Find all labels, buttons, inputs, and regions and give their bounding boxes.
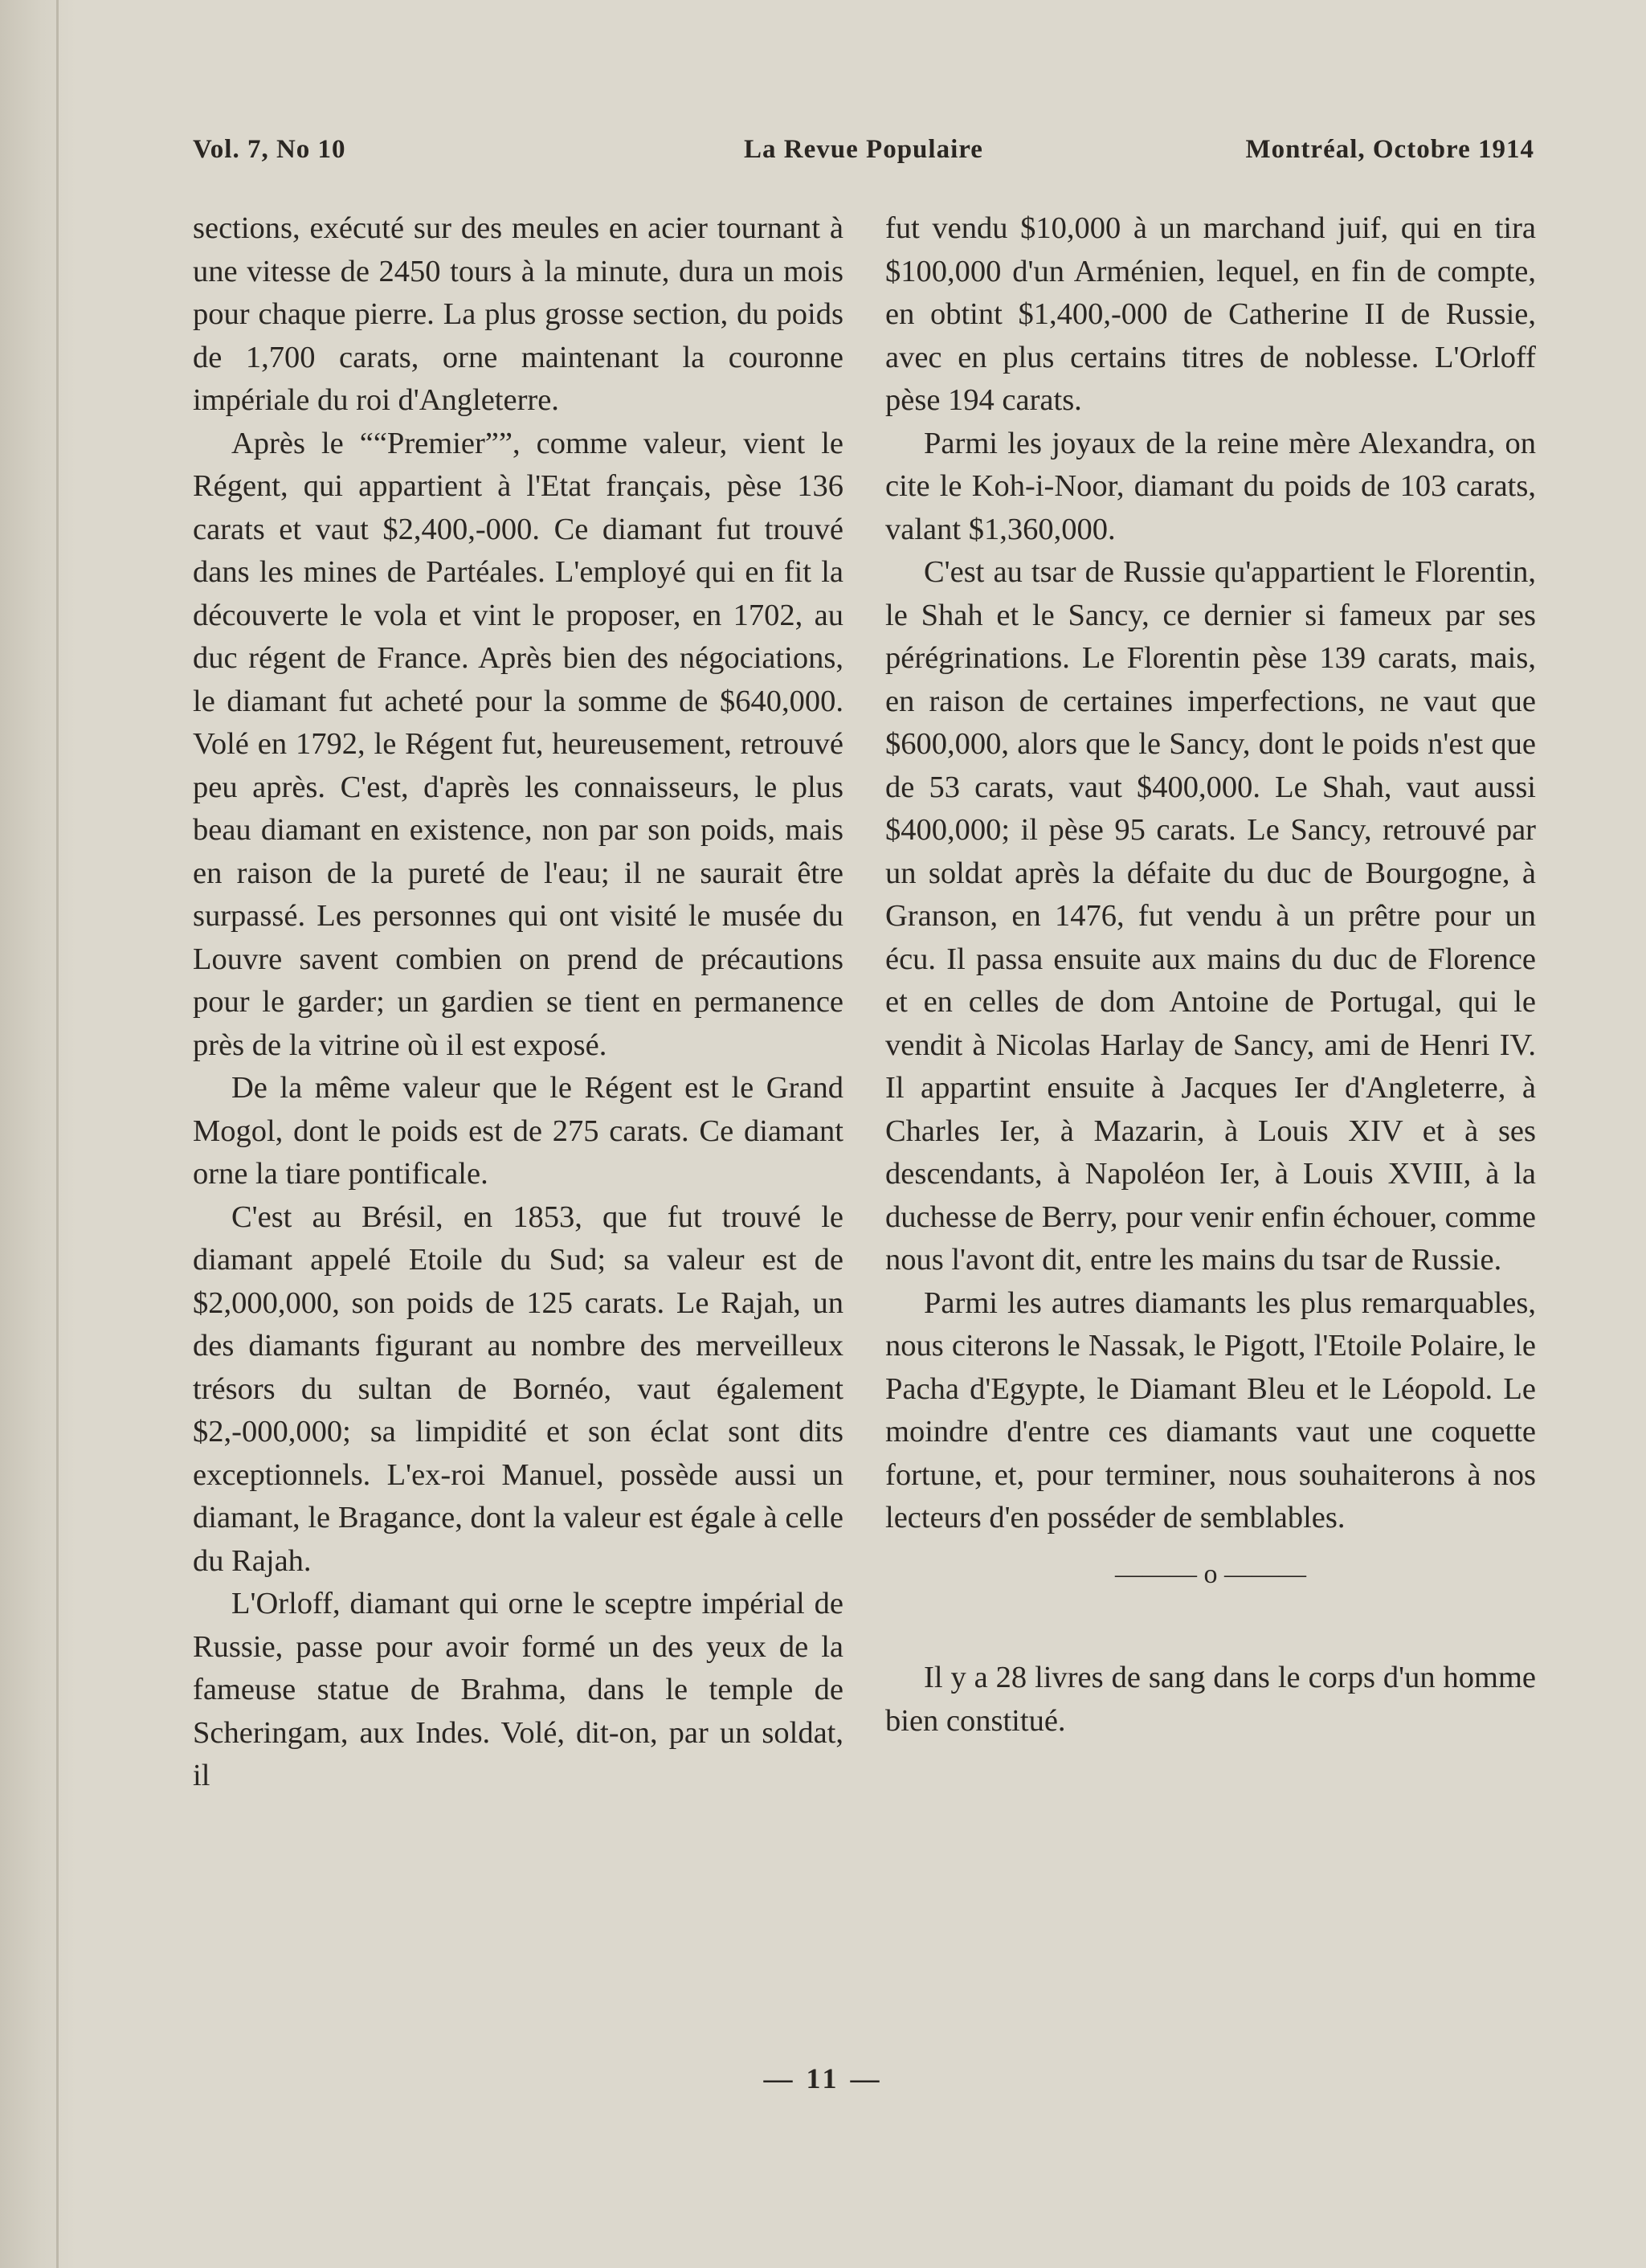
binding-fold-line (56, 0, 59, 2268)
right-column (885, 207, 1536, 1743)
volume-number: Vol. 7, No 10 (193, 135, 346, 164)
left-column (193, 207, 843, 1798)
running-header (193, 135, 1534, 175)
paragraph-orloff-continued: fut vendu $10,000 à un marchand juif, qui en tira $100,000 d'un Arménien, lequel, en fin de compte, en obtint $1,400,-000 de Catherine II de Russie, avec en plus certains titres de noblesse. L'Orloff pèse 194 carats. (885, 211, 1536, 417)
paragraph-regent: Après le ““Premier””, comme valeur, vient le Régent, qui appartient à l'Etat français, pèse 136 carats et vaut $2,400,-000. Ce diamant fut trouvé dans les mines de Partéales. L'employé qui en fit la découverte le vola et vint le proposer, en 1702, au duc régent de France. Après bien des négociations, le diamant fut acheté pour la somme de $640,000. Volé en 1792, le Régent fut, heureusement, retrouvé peu après. C'est, d'après les connaisseurs, le plus beau diamant en existence, non par son poids, mais en raison de la pureté de l'eau; il ne saurait être surpassé. Les personnes qui ont visité le musée du Louvre savent combien on prend de précautions pour le garder; un gardien se tient en permanence près de la vitrine où il est exposé. (193, 426, 843, 1062)
issue-date: Montréal, Octobre 1914 (1245, 135, 1534, 164)
paragraph-orloff: L'Orloff, diamant qui orne le sceptre impérial de Russie, passe pour avoir formé un des yeux de la fameuse statue de Brahma, dans le temple de Scheringam, aux Indes. Volé, dit-on, par un soldat, il (193, 1587, 843, 1792)
page-number: — 11 — (763, 2062, 883, 2094)
paragraph-russian-diamonds: C'est au tsar de Russie qu'appartient le Florentin, le Shah et le Sancy, ce dernier si fameux par ses pérégrinations. Le Florentin pèse 139 carats, mais, en raison de certaines imperfections, ne vaut que $600,000, alors que le Sancy, dont le poids n'est que de 53 carats, vaut $400,000. Le Shah, vaut aussi $400,000; il pèse 95 carats. Le Sancy, retrouvé par un soldat après la défaite du duc de Bourgogne, à Granson, en 1476, fut vendu à un prêtre pour un écu. Il passa ensuite aux mains du duc de Florence et en celles de dom Antoine de Portugal, qui le vendit à Nicolas Harlay de Sancy, ami de Henri IV. Il appartint ensuite à Jacques Ier d'Angleterre, à Charles Ier, à Mazarin, à Louis XIV et à ses descendants, à Napoléon Ier, à Louis XVIII, à la duchesse de Berry, pour venir enfin échouer, comme nous l'avont dit, entre les mains du tsar de Russie. (885, 555, 1536, 1277)
paragraph-blood-fact: Il y a 28 livres de sang dans le corps d'un homme bien constitué. (885, 1661, 1536, 1738)
section-separator: ——— o ——— (1115, 1559, 1306, 1589)
paragraph-etoile-du-sud: C'est au Brésil, en 1853, que fut trouvé le diamant appelé Etoile du Sud; sa valeur est de $2,000,000, son poids de 125 carats. Le Rajah, un des diamants figurant au nombre des merveilleux trésors du sultan de Bornéo, vaut également $2,-000,000; sa limpidité et son éclat sont dits exceptionnels. L'ex-roi Manuel, possède aussi un diamant, le Bragance, dont la valeur est égale à celle du Rajah. (193, 1199, 843, 1578)
publication-title: La Revue Populaire (744, 135, 983, 164)
paragraph-other-diamonds: Parmi les autres diamants les plus remarquables, nous citerons le Nassak, le Pigott, l'Etoile Polaire, le Pacha d'Egypte, le Diamant Bleu et le Léopold. Le moindre d'entre ces diamants vaut une coquette fortune, et, pour terminer, nous souhaiterons à nos lecteurs d'en posséder de semblables. (885, 1285, 1536, 1534)
paragraph-continued: sections, exécuté sur des meules en acier tournant à une vitesse de 2450 tours à la minute, dura un mois pour chaque pierre. La plus grosse section, du poids de 1,700 carats, orne maintenant la couronne impériale du roi d'Angleterre. (193, 211, 843, 417)
paragraph-grand-mogol: De la même valeur que le Régent est le Grand Mogol, dont le poids est de 275 carats. Ce diamant orne la tiare pontificale. (193, 1071, 843, 1191)
binding-edge (0, 0, 76, 2268)
paragraph-koh-i-noor: Parmi les joyaux de la reine mère Alexandra, on cite le Koh-i-Noor, diamant du poids de 103 carats, valant $1,360,000. (885, 426, 1536, 546)
